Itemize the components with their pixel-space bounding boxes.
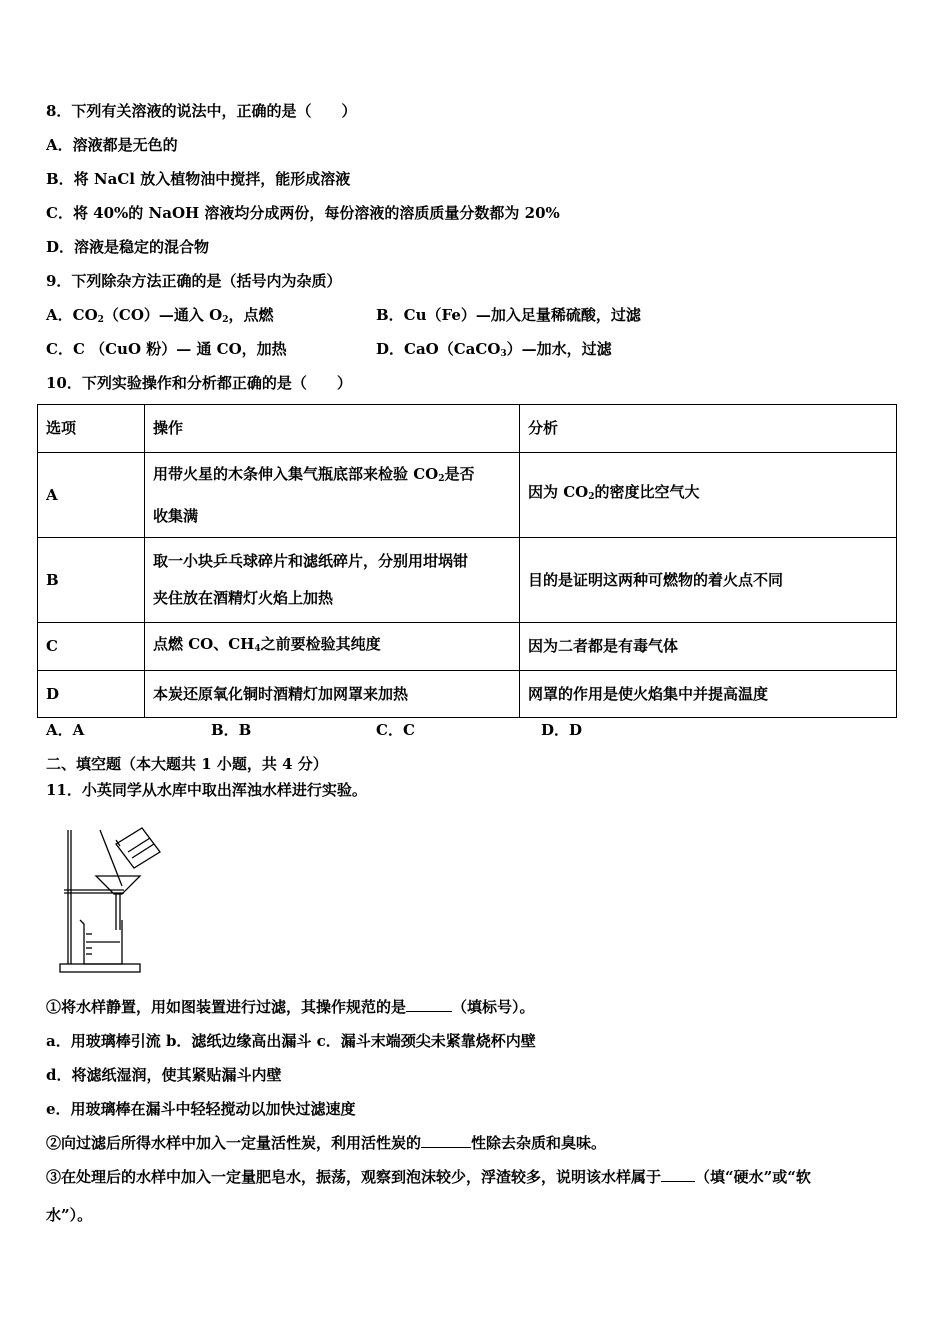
row-d-operation: 本炭还原氧化铜时酒精灯加网罩来加热 (145, 671, 520, 718)
q11-option-abc: a．用玻璃棒引流 b．滤纸边缘高出漏斗 c．漏斗末端颈尖未紧靠烧杯内壁 (46, 1032, 536, 1050)
row-b-analysis: 目的是证明这两种可燃物的着火点不同 (520, 538, 897, 623)
q9-option-d: D．CaO（CaCO$_3$）—加水，过滤 (376, 340, 612, 359)
q9-option-a: A．$CO_2(CO)—$通入 $O_2$，点燃 (46, 306, 274, 325)
row-a-operation: 用带火星的木条伸入集气瓶底部来检验 $CO_2$是否 收集满 (145, 453, 520, 538)
q9-stem: 9．下列除杂方法正确的是（括号内为杂质） (46, 272, 342, 290)
table-header-row (38, 405, 897, 453)
row-c-operation: 点燃 CO、$CH_4$之前要检验其纯度 (145, 623, 520, 671)
q11-part3: ③在处理后的水样中加入一定量肥皂水，振荡，观察到泡沫较少，浮渣较多，说明该水样属于 （填“硬水”或“软 (46, 1168, 811, 1186)
table-row (38, 671, 897, 718)
q11-part1: ①将水样静置，用如图装置进行过滤，其操作规范的是 （填标号）。 (46, 998, 535, 1016)
filtration-apparatus-figure (56, 824, 168, 976)
section-heading: 二、填空题（本大题共 1 小题，共 4 分） (46, 755, 328, 773)
row-a-label: A (38, 453, 145, 538)
q10-choice-c: C．C (376, 721, 415, 739)
q10-choice-d: D．D (541, 721, 583, 739)
header-analysis: 分析 (520, 405, 897, 453)
row-d-analysis: 网罩的作用是使火焰集中并提高温度 (520, 671, 897, 718)
q11-part3-continued: 水”）。 (46, 1206, 93, 1224)
q11-part2: ②向过滤后所得水样中加入一定量活性炭，利用活性炭的 性除去杂质和臭味。 (46, 1134, 607, 1152)
row-b-operation: 取一小块乒乓球碎片和滤纸碎片，分别用坩埚钳 夹住放在酒精灯火焰上加热 (145, 538, 520, 623)
q8-option-c: C．将 40%的 NaOH 溶液均分成两份，每份溶液的溶质质量分数都为 20% (46, 204, 560, 222)
q8-stem: 8．下列有关溶液的说法中，正确的是（ ） (46, 102, 357, 120)
q10-stem: 10．下列实验操作和分析都正确的是（ ） (46, 374, 352, 392)
row-a-analysis: 因为 $CO_2$的密度比空气大 (520, 453, 897, 538)
q8-option-d: D．溶液是稳定的混合物 (46, 238, 210, 256)
q9-option-c: C．C （CuO 粉）— 通 CO，加热 (46, 340, 287, 358)
q8-option-b: B．将 NaCl 放入植物油中搅拌，能形成溶液 (46, 170, 351, 188)
q11-stem: 11．小英同学从水库中取出浑浊水样进行实验。 (46, 781, 367, 799)
row-c-analysis: 因为二者都是有毒气体 (520, 623, 897, 671)
header-option: 选项 (38, 405, 145, 453)
table-row (38, 538, 897, 623)
q8-option-a: A．溶液都是无色的 (46, 136, 178, 154)
row-c-label: C (38, 623, 145, 671)
table-row (38, 453, 897, 538)
q11-option-e: e．用玻璃棒在漏斗中轻轻搅动以加快过滤速度 (46, 1100, 356, 1118)
row-b-label: B (38, 538, 145, 623)
q11-option-d: d．将滤纸湿润，使其紧贴漏斗内壁 (46, 1066, 282, 1084)
table-row (38, 623, 897, 671)
experiment-table (37, 404, 897, 718)
q10-choice-a: A．A (46, 721, 85, 739)
q10-choice-b: B．B (211, 721, 252, 739)
answer-blank-2[interactable] (421, 1133, 471, 1148)
answer-blank-3[interactable] (661, 1167, 695, 1182)
header-operation: 操作 (145, 405, 520, 453)
answer-blank-1[interactable] (406, 997, 452, 1012)
q9-option-b: B．Cu（Fe）—加入足量稀硫酸，过滤 (376, 306, 641, 324)
row-d-label: D (38, 671, 145, 718)
